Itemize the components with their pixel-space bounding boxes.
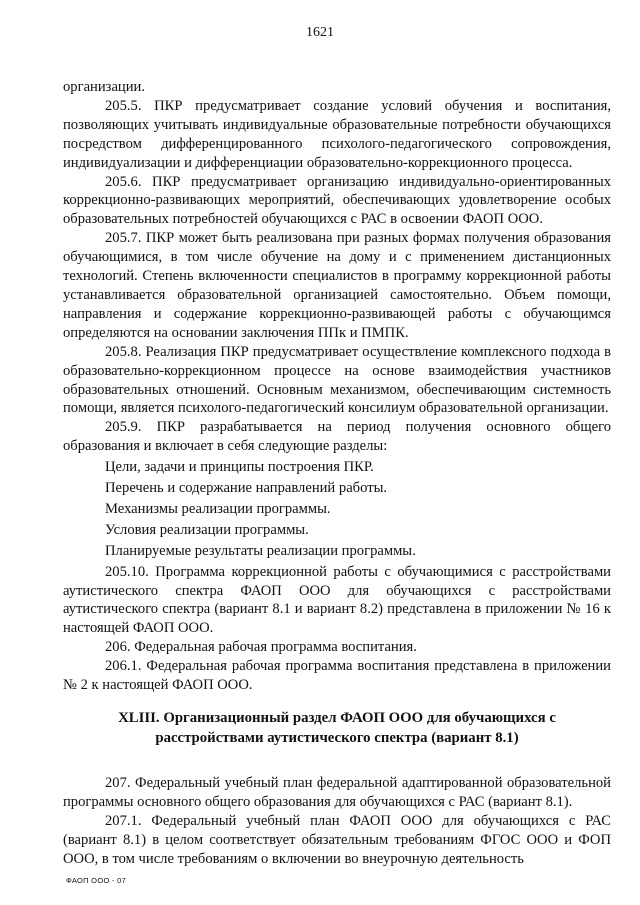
document-body [63, 78, 611, 869]
list-item: Планируемые результаты реализации программы. [105, 542, 416, 559]
list-item: Цели, задачи и принципы построения ПКР. [105, 459, 374, 476]
list-item: Механизмы реализации программы. [105, 500, 331, 517]
paragraph-205-5: 205.5. ПКР предусматривает создание условий обучения и воспитания, позволяющих учитывать индивидуальные образовательные потребности обучающихся посредством дифференцированного психолого-педагогического сопровождения, индивидуализации и дифференциации образовательно-коррекционного процесса. [63, 97, 611, 171]
page-number: 1621 [306, 25, 334, 40]
paragraph-207: 207. Федеральный учебный план федеральной адаптированной образовательной программы основного общего образования для обучающихся с РАС (вариант 8.1). [63, 775, 611, 810]
paragraph-205-7: 205.7. ПКР может быть реализована при разных формах получения образования обучающимися, в том числе обучение на дому и с применением дистанционных технологий. Степень включенности специалистов в программу коррекционной работы устанавливается образовательной организацией самостоятельно. Объем помощи, направления и содержание коррекционно-развивающей работы с обучающимся определяются на основании заключения ППк и ПМПК. [63, 230, 611, 341]
paragraph-205-6: 205.6. ПКР предусматривает организацию индивидуально-ориентированных коррекционно-развивающих мероприятий, обеспечивающих удовлетворение особых образовательных потребностей обучающихся с РАС в освоении ФАОП ООО. [63, 173, 611, 228]
paragraph-continuation: организации. [63, 79, 145, 95]
paragraph-205-9: 205.9. ПКР разрабатывается на период получения основного общего образования и включает в себя следующие разделы: [63, 419, 611, 455]
list-item: Условия реализации программы. [105, 521, 309, 538]
paragraph-206: 206. Федеральная рабочая программа воспитания. [105, 639, 417, 656]
section-heading-line-2: расстройствами аутистического спектра (вариант 8.1) [155, 729, 519, 746]
paragraph-205-8: 205.8. Реализация ПКР предусматривает осуществление комплексного подхода в образовательно-коррекционном процессе на основе взаимодействия участников образовательных отношений. Основным механизмом, обеспечивающим системность помощи, является психолого-педагогический консилиум образовательной организации. [63, 343, 611, 417]
section-heading-line-1: XLIII. Организационный раздел ФАОП ООО для обучающихся с [118, 710, 556, 726]
paragraph-206-1: 206.1. Федеральная рабочая программа воспитания представлена в приложении № 2 к настоящей ФАОП ООО. [63, 658, 611, 694]
page-footer: ФАОП ООО - 07 [66, 876, 127, 885]
list-item: Перечень и содержание направлений работы. [105, 480, 388, 497]
section-heading [63, 709, 611, 748]
paragraph-207-1: 207.1. Федеральный учебный план ФАОП ООО для обучающихся с РАС (вариант 8.1) в целом соответствует обязательным требованиям ФГОС ООО и ФОП ООО, в том числе требованиям о включении во внеурочную деятельность [63, 812, 611, 867]
paragraph-205-10: 205.10. Программа коррекционной работы с обучающимися с расстройствами аутистического спектра ФАОП ООО для обучающихся с расстройствами аутистического спектра (вариант 8.1 и вариант 8.2) представлена в приложении № 16 к настоящей ФАОП ООО. [63, 563, 611, 637]
